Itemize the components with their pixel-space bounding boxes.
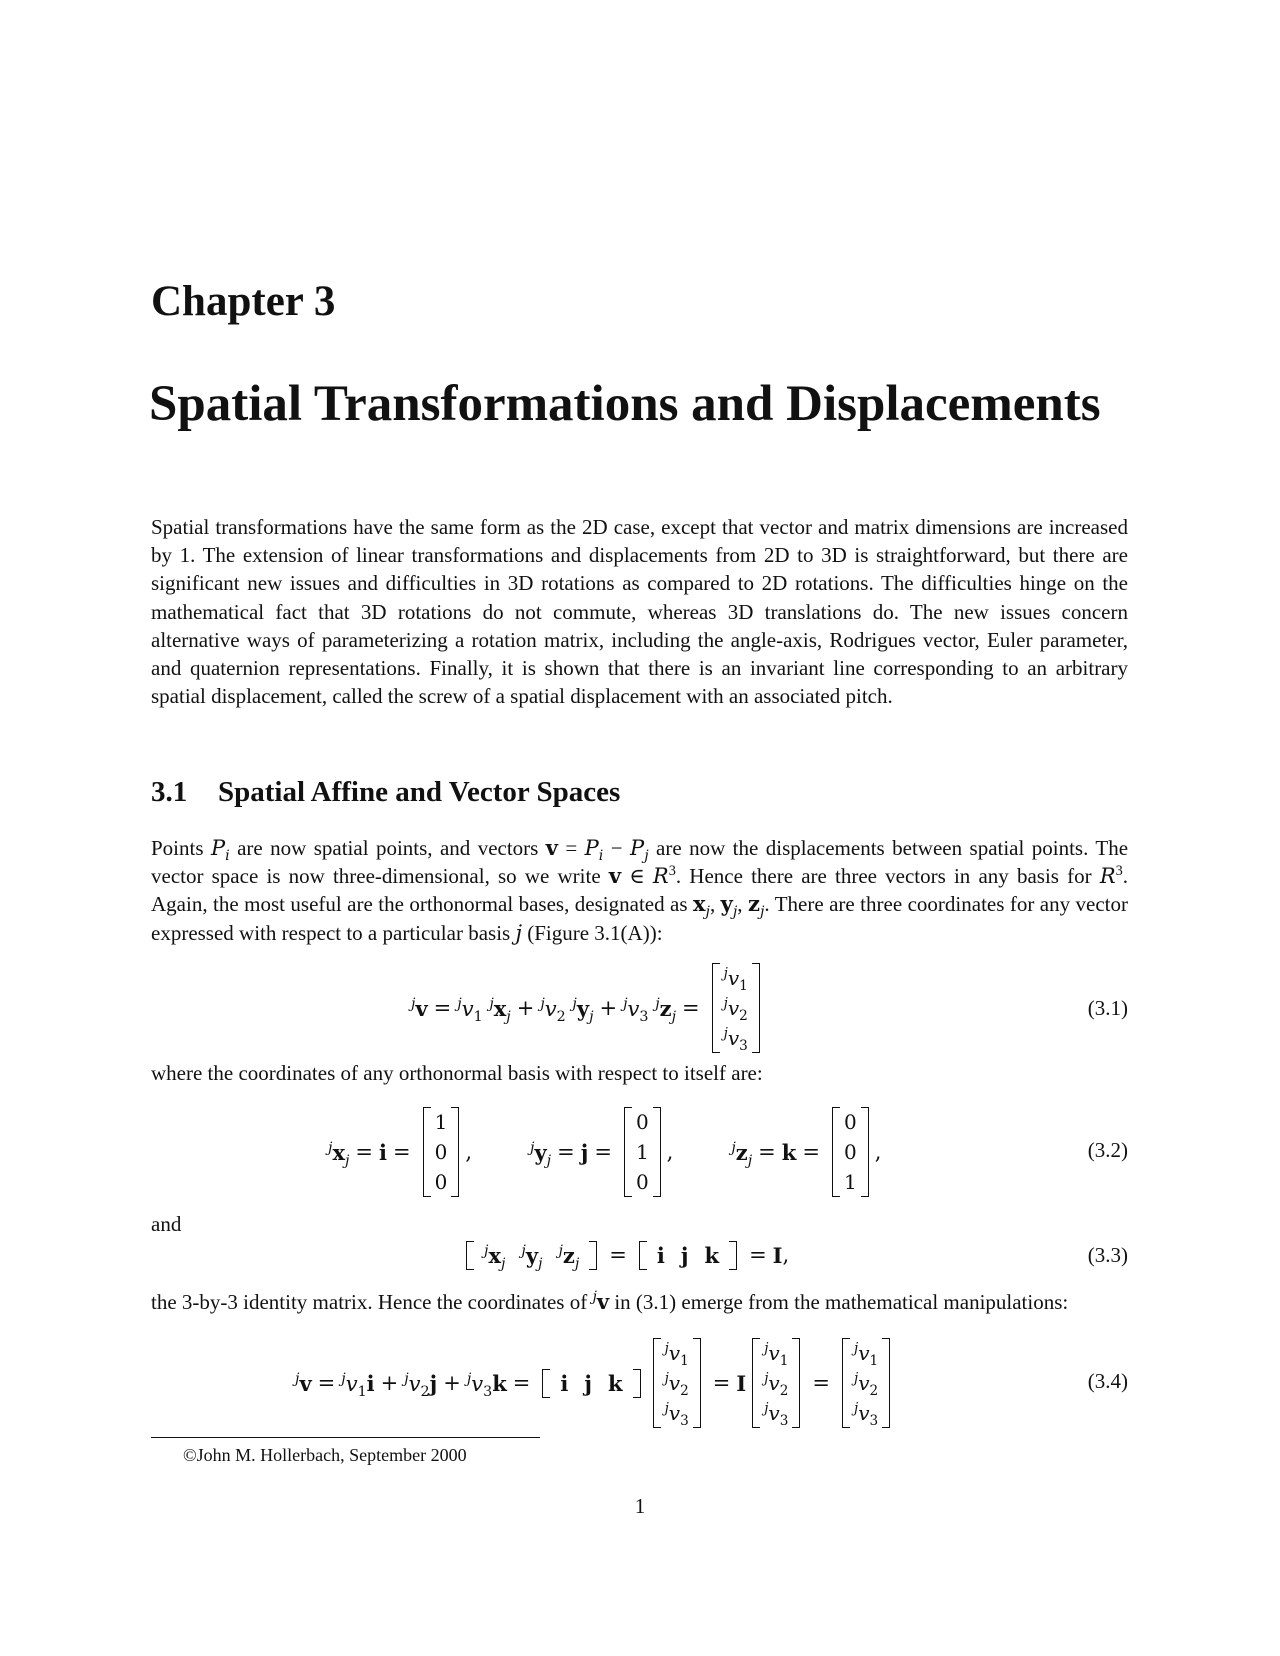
text-line: and [151, 1212, 182, 1236]
equation-number: (3.4) [1087, 1369, 1128, 1393]
section-paragraph: Points $P_i$ are now spatial points, and vectors $v = P_i - P_j$ are now the displacements between spatial points. The vector space is now three-dimensional, so we write v ∈ $R^3$. Hence there are three vectors in any basis for $R^3$. Again, the most useful are the orthonormal bases, designated as $x_j$, $y_j$, $z_j$. There are three coordinates for any vector expressed with respect to a particular basis j (Figure 3.1(A)): [151, 835, 1129, 945]
text-run: in (3.1) emerge from the mathematical manipulations: [609, 1290, 1069, 1314]
text-run: are now the displacements between spatial points. The vector space is now three-dimensional, so we write [151, 836, 1129, 889]
footnote-rule [151, 1437, 540, 1438]
text-run: the 3-by-3 identity matrix. Hence the coordinates of [151, 1290, 593, 1314]
equation-3-1: $^j$v = $^jv_1$ $^jx_j$ + $^jv_2$ $^jy_j$ + $^jv_3$ $^jz_j$ = $^jv_1$ $^jv_2$ $^jv_3$ (3.1) [0, 968, 1280, 1048]
section-number: 3.1 [151, 776, 188, 808]
equation-3-3: $^jx_j$ $^jy_j$ $^jz_j$ = i j k = I , (3.3) [0, 1235, 1280, 1275]
page-number: 1 [634, 1494, 646, 1518]
text-run: . Again, the most useful are the orthonormal bases, designated as [151, 864, 1129, 917]
text-run: . There are three coordinates for any vector expressed with respect to a particular basis [151, 892, 1129, 945]
chapter-title: Spatial Transformations and Displacements [149, 376, 1101, 432]
equation-number: (3.3) [1087, 1243, 1128, 1267]
section-heading [151, 776, 620, 809]
text-run: . Hence there are three vectors in any basis for [675, 864, 1100, 889]
intro-paragraph: Spatial transformations have the same form as the 2D case, except that vector and matrix dimensions are increased by 1. The extension of linear transformations and displacements from 2D to 3D is straightforward, but there are significant new issues and difficulties in 3D rotations as compared to 2D rotations. The difficulties hinge on the mathematical fact that 3D rotations do not commute, whereas 3D translations do. The new issues concern alternative ways of parameterizing a rotation matrix, including the angle-axis, Rodrigues vector, Euler parameter, and quaternion representations. Finally, it is shown that there is an invariant line corresponding to an arbitrary spatial displacement, called the screw of a spatial displacement with an associated pitch. [151, 515, 1128, 709]
section-title: Spatial Affine and Vector Spaces [218, 776, 621, 808]
footnote: ©John M. Hollerbach, September 2000 [183, 1445, 467, 1465]
text-run: (Figure 3.1(A)): [521, 920, 663, 945]
text-line: where the coordinates of any orthonormal basis with respect to itself are: [151, 1061, 763, 1085]
text-run: are now spatial points, and vectors [229, 836, 546, 860]
chapter-label: Chapter 3 [151, 278, 336, 325]
equation-number: (3.2) [1087, 1138, 1128, 1162]
equation-number: (3.1) [1087, 996, 1128, 1020]
equation-3-4: $^j$v = $^jv_1i$ + $^jv_2j$ + $^jv_3k$ = i j k $^jv_1$ $^jv_2$ $^jv_3$ = I $^jv_1$ $^jv_2$ $^jv_3$ = $^jv_1$ $^jv_2$ $^jv_3$ (3.4) [0, 1337, 1280, 1429]
text-paragraph: the 3-by-3 identity matrix. Hence the coordinates of $^j$v in (3.1) emerge from the mathematical manipulations: [151, 1289, 1069, 1314]
equation-3-2: $^jx_j$ = i = 1 0 0 , $^jy_j$ = j = 0 1 0 , $^jz_j$ = k = 0 0 1 , (3.2) [0, 1106, 1280, 1198]
text-run: Points [151, 836, 211, 860]
